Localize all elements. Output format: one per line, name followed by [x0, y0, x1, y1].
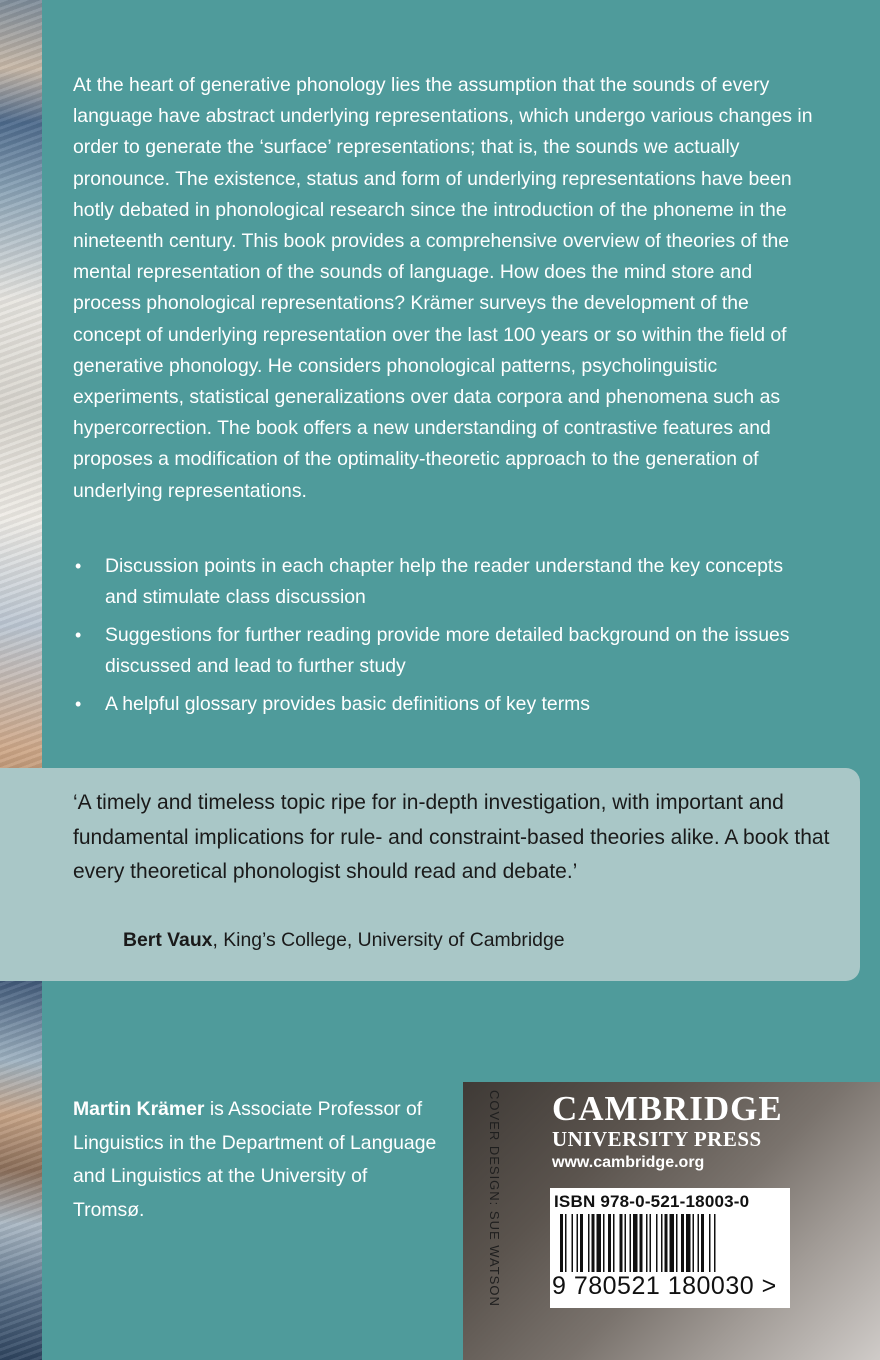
book-description: At the heart of generative phonology lies the assumption that the sounds of every language have abstract underlying representations, which undergo various changes in order to generate the ‘surface’ representations; that is, the sounds we actually pronounce. The existence, status and form of underlying representations have been hotly debated in phonological research since the introduction of the phoneme in the nineteenth century. This book provides a comprehensive overview of theories of the mental representation of the sounds of language. How does the mind store and process phonological representations? Krämer surveys the development of the concept of underlying representation over the last 100 years or so within the field of generative phonology. He considers phonological patterns, psycholinguistic experiments, statistical generalizations over data corpora and phenomena such as hypercorrection. The book offers a new understanding of contrastive features and proposes a modification of the optimality-theoretic approach to the generation of underlying representations. [73, 74, 813, 502]
feature-item [73, 551, 813, 613]
isbn-label: ISBN 978-0-521-18003-0 [554, 1192, 750, 1211]
feature-text: Discussion points in each chapter help the reader understand the key concepts and stimulate class discussion [105, 555, 784, 608]
feature-text: Suggestions for further reading provide more detailed background on the issues discussed and lead to further study [105, 624, 790, 677]
endorser-affiliation: , King’s College, University of Cambridge [212, 929, 565, 951]
endorsement-box [0, 768, 860, 981]
bullet-icon: • [75, 625, 82, 645]
barcode-icon [560, 1214, 782, 1272]
isbn-barcode-box [550, 1188, 790, 1308]
endorsement-attribution [123, 925, 823, 955]
endorsement-quote: ‘A timely and timeless topic ripe for in-depth investigation, with important and fundamental implications for rule- and constraint-based theories alike. A book that every theoretical phonologist should read and debate.’ [73, 791, 830, 883]
cover-design-credit: COVER DESIGN: SUE WATSON [487, 1090, 502, 1307]
barcode-digits: 9 780521 180030 > [552, 1272, 777, 1300]
endorser-name: Bert Vaux [123, 929, 213, 951]
publisher-url: www.cambridge.org [552, 1154, 705, 1171]
author-bio [73, 1093, 443, 1227]
feature-list [73, 551, 813, 727]
feature-text: A helpful glossary provides basic definitions of key terms [105, 693, 591, 715]
bullet-icon: • [75, 694, 82, 714]
feature-item [73, 689, 813, 720]
author-name: Martin Krämer [73, 1098, 205, 1120]
bullet-icon: • [75, 556, 82, 576]
cover-photo-strip [0, 0, 42, 1360]
publisher-logo-line2: UNIVERSITY PRESS [552, 1127, 762, 1151]
publisher-logo-line1: CAMBRIDGE [552, 1089, 783, 1128]
author-bio-text: is Associate Professor of Linguistics in the Department of Language and Linguistics at the University of Tromsø. [73, 1098, 437, 1221]
feature-item [73, 620, 813, 682]
